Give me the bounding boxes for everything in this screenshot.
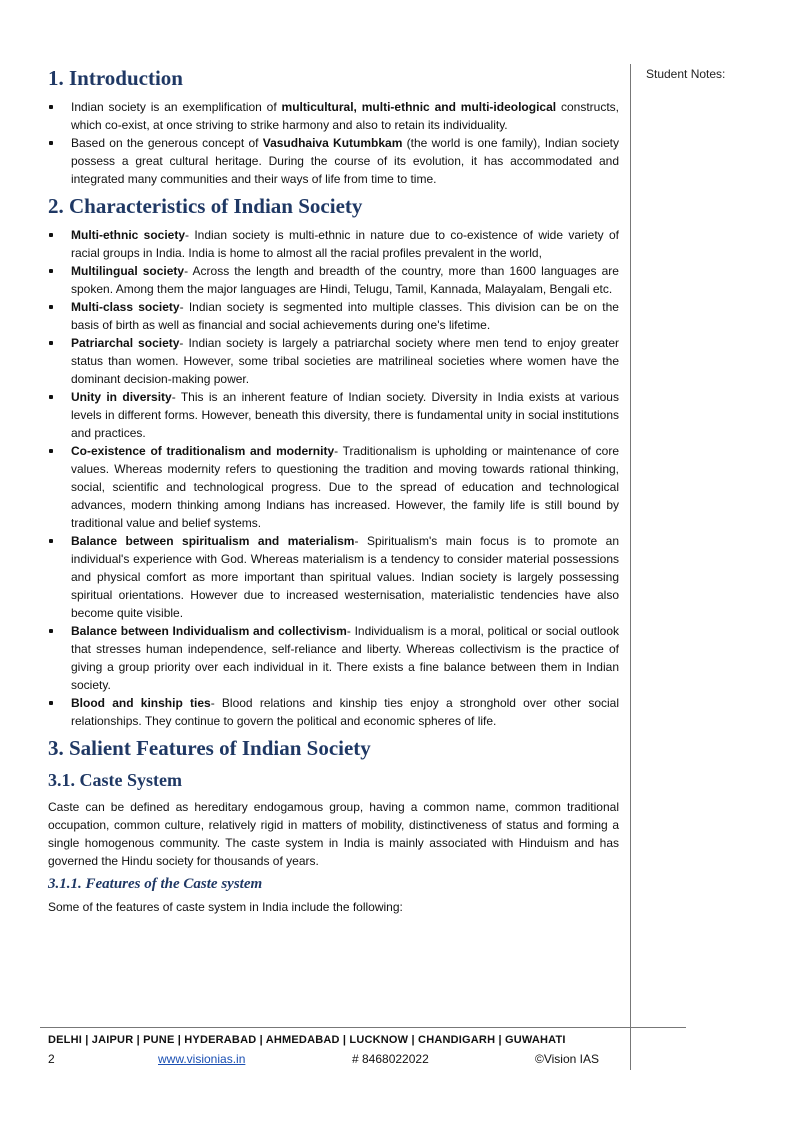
list-item: Co-existence of traditionalism and modernity- Traditionalism is upholding or maintenance of core values. Whereas modernity refers to questioning the tradition and moving towards rational thinking, social, scientific and technological progress. Due to the spread of education and technological advances, modern thinking among Indians has increased. However, the family life is still bound by traditional value and belief systems.: [48, 442, 619, 532]
notes-divider: [630, 64, 631, 1070]
list-item: Patriarchal society- Indian society is largely a patriarchal society where men tend to enjoy greater status than women. However, some tribal societies are matrilineal societies where women have the dominant decision-making power.: [48, 334, 619, 388]
introduction-list: [48, 98, 619, 188]
list-item: Multilingual society- Across the length and breadth of the country, more than 1600 languages are spoken. Among them the major languages are Hindi, Telugu, Tamil, Kannada, Malayalam, Bengali etc.: [48, 262, 619, 298]
list-item: Balance between Individualism and collectivism- Individualism is a moral, political or social outlook that stresses human independence, self-reliance and liberty. Whereas collectivism is the practice of giving a group priority over each individual in it. There exists a fine balance between them in Indian society.: [48, 622, 619, 694]
list-item: Indian society is an exemplification of multicultural, multi-ethnic and multi-ideological constructs, which co-exist, at once striving to strike harmony and also to retain its individuality.: [48, 98, 619, 134]
caste-features-intro: Some of the features of caste system in India include the following:: [48, 900, 403, 914]
list-item: Based on the generous concept of Vasudhaiva Kutumbkam (the world is one family), Indian society possess a great cultural heritage. During the course of its evolution, it has accommodated and integrated many communities and their ways of life from time to time.: [48, 134, 619, 188]
main-content: [48, 64, 619, 920]
section-heading-salient-features: 3. Salient Features of Indian Society: [48, 736, 371, 760]
subsubsection-heading-caste-features: 3.1.1. Features of the Caste system: [48, 876, 263, 892]
student-notes-label: Student Notes:: [646, 67, 726, 81]
section-heading-introduction: 1. Introduction: [48, 66, 183, 90]
page-number: 2: [48, 1052, 55, 1066]
footer-cities: DELHI | JAIPUR | PUNE | HYDERABAD | AHMEDABAD | LUCKNOW | CHANDIGARH | GUWAHATI: [48, 1034, 566, 1046]
list-item: Balance between spiritualism and materialism- Spiritualism's main focus is to promote an individual's experience with God. Whereas materialism is a tendency to consider material possessions and physical comfort as more important than spiritual values. Indian society is largely possessing spiritual orientations. However due to increased westernisation, materialistic tendencies have also become quite visible.: [48, 532, 619, 622]
footer-divider: [40, 1027, 686, 1028]
list-item: Unity in diversity- This is an inherent feature of Indian society. Diversity in India exists at various levels in different forms. However, beneath this diversity, there is fundamental unity in social institutions and practices.: [48, 388, 619, 442]
phone-number: # 8468022022: [352, 1052, 429, 1066]
list-item: Blood and kinship ties- Blood relations and kinship ties enjoy a stronghold over other social relationships. They continue to govern the political and economic spheres of life.: [48, 694, 619, 730]
caste-definition-paragraph: Caste can be defined as hereditary endogamous group, having a common name, common traditional occupation, common culture, relatively rigid in matters of mobility, distinctiveness of status and forming a single homogenous community. The caste system in India is mainly associated with Hinduism and has governed the Hindu society for thousands of years.: [48, 800, 619, 868]
list-item: Multi-class society- Indian society is segmented into multiple classes. This division can be on the basis of birth as well as financial and social achievements during one's lifetime.: [48, 298, 619, 334]
characteristics-list: [48, 226, 619, 730]
section-heading-characteristics: 2. Characteristics of Indian Society: [48, 194, 363, 218]
copyright: ©Vision IAS: [535, 1052, 599, 1066]
footer: [48, 1052, 608, 1068]
website-link[interactable]: www.visionias.in: [158, 1052, 246, 1066]
subsection-heading-caste-system: 3.1. Caste System: [48, 770, 182, 790]
list-item: Multi-ethnic society- Indian society is multi-ethnic in nature due to co-existence of wide variety of racial groups in India. India is home to almost all the racial profiles prevalent in the world,: [48, 226, 619, 262]
